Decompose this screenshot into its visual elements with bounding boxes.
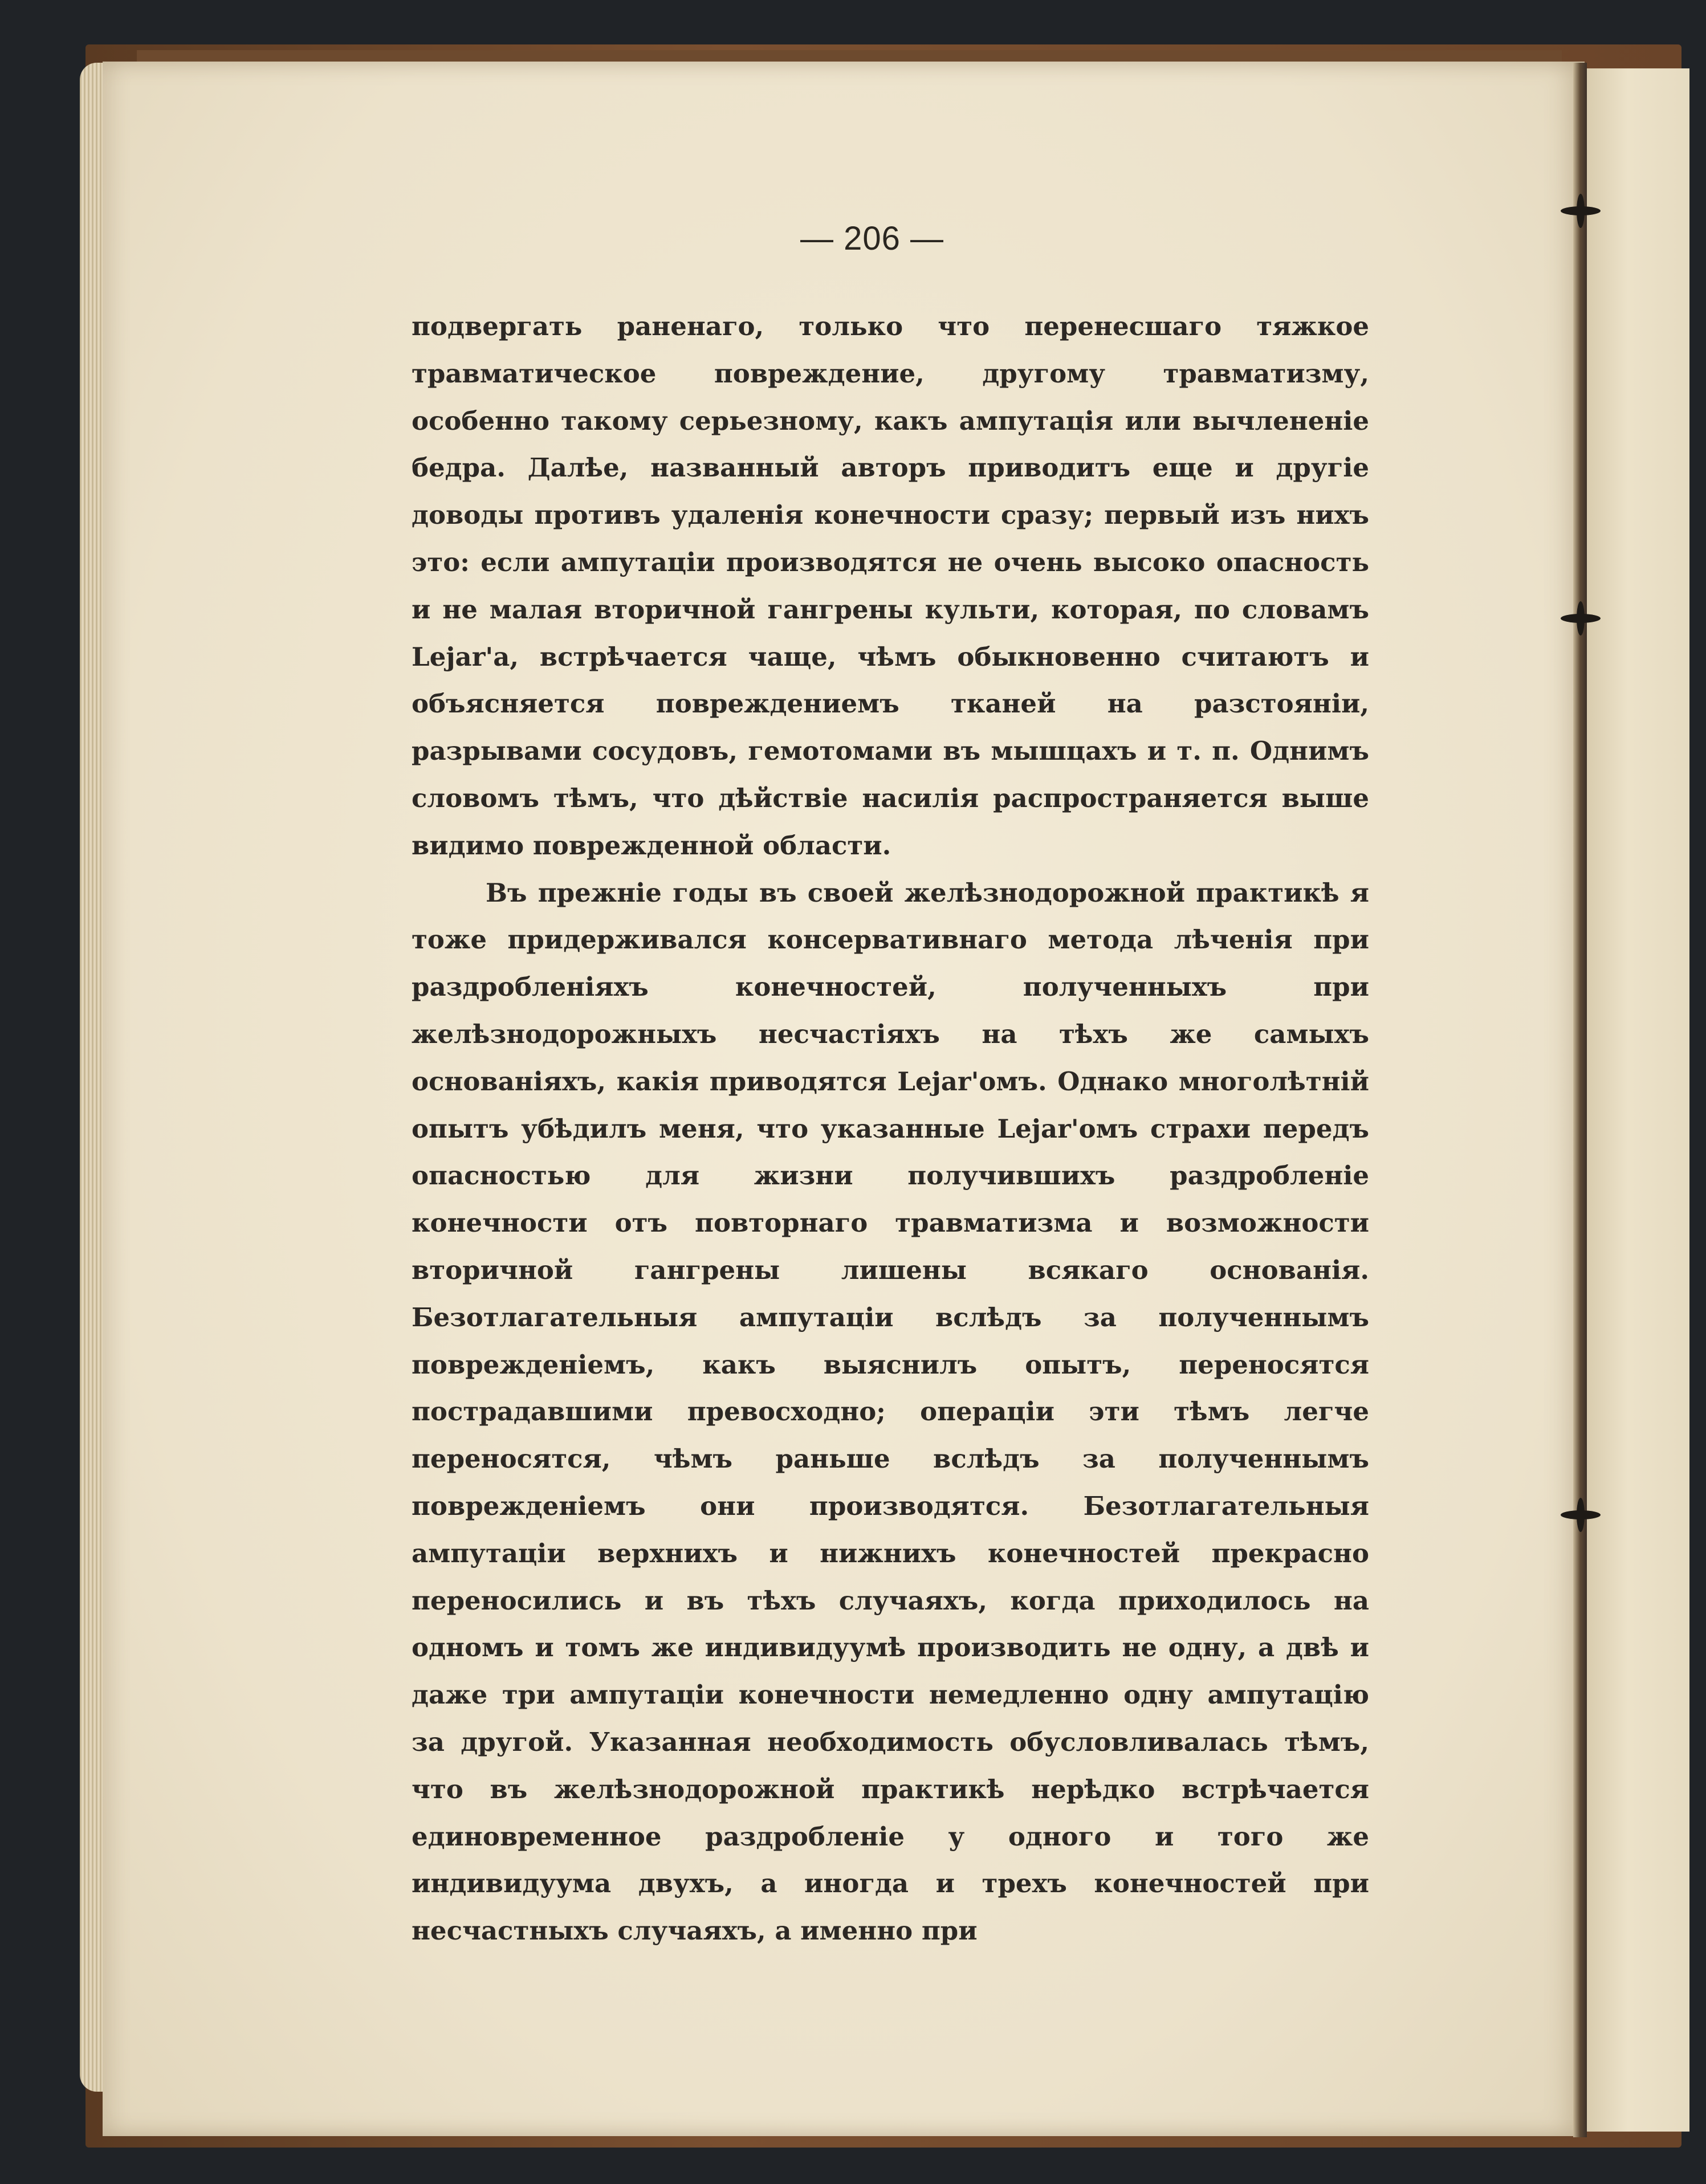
binding-stitch bbox=[1561, 1510, 1601, 1519]
page-top-edge bbox=[137, 50, 1562, 63]
page-number: — 206 — bbox=[800, 220, 944, 257]
paragraph: подвергать раненаго, только что перенесшаго тяжкое травматическое повреждение, другому травматизму, особенно такому серьезному, какъ ампутація или вычлененіе бедра. Далѣе, названный авторъ приводитъ еще и другіе доводы противъ удаленія конечности сразу; первый изъ нихъ это: если ампутаціи производятся не очень высоко опасность и не малая вторичной гангрены культи, которая, по словамъ Lejar'a, встрѣчается чаще, чѣмъ обыкновенно считаютъ и объясняется повреждениемъ тканей на разстояніи, разрывами сосудовъ, гемотомами въ мышцахъ и т. п. Однимъ словомъ тѣмъ, что дѣйствіе насилія распространяется выше видимо поврежденной области. bbox=[412, 311, 1369, 861]
book-gutter bbox=[1573, 63, 1587, 2137]
page-body-text bbox=[412, 303, 1369, 1955]
binding-stitch bbox=[1561, 206, 1601, 215]
binding-stitch bbox=[1561, 614, 1601, 623]
paragraph: Въ прежніе годы въ своей желѣзнодорожной практикѣ я тоже придерживался консервативнаго метода лѣченія при раздробленіяхъ конечностей, полученныхъ при желѣзнодорожныхъ несчастіяхъ на тѣхъ же самыхъ основаніяхъ, какія приводятся Lejar'омъ. Однако многолѣтній опытъ убѣдилъ меня, что указанные Lejar'омъ страхи передъ опасностью для жизни получившихъ раздробленіе конечности отъ повторнаго травматизма и возможности вторичной гангрены лишены всякаго основанія. Безотлагательныя ампутаціи вслѣдъ за полученнымъ поврежденіемъ, какъ выяснилъ опытъ, переносятся пострадавшими превосходно; операціи эти тѣмъ легче переносятся, чѣмъ раньше вслѣдъ за полученнымъ поврежденіемъ они производятся. Безотлагательныя ампутаціи верхнихъ и нижнихъ конечностей прекрасно переносились и въ тѣхъ случаяхъ, когда приходилось на одномъ и томъ же индивидуумѣ производить не одну, а двѣ и даже три ампутаціи конечности немедленно одну ампутацію за другой. Указанная необходимость обусловливалась тѣмъ, что въ желѣзнодорожной практикѣ нерѣдко встрѣчается единовременное раздробленіе у одного и того же индивидуума двухъ, а иногда и трехъ конечностей при несчастныхъ случаяхъ, а именно при bbox=[412, 877, 1369, 1946]
facing-page bbox=[1587, 68, 1689, 2132]
